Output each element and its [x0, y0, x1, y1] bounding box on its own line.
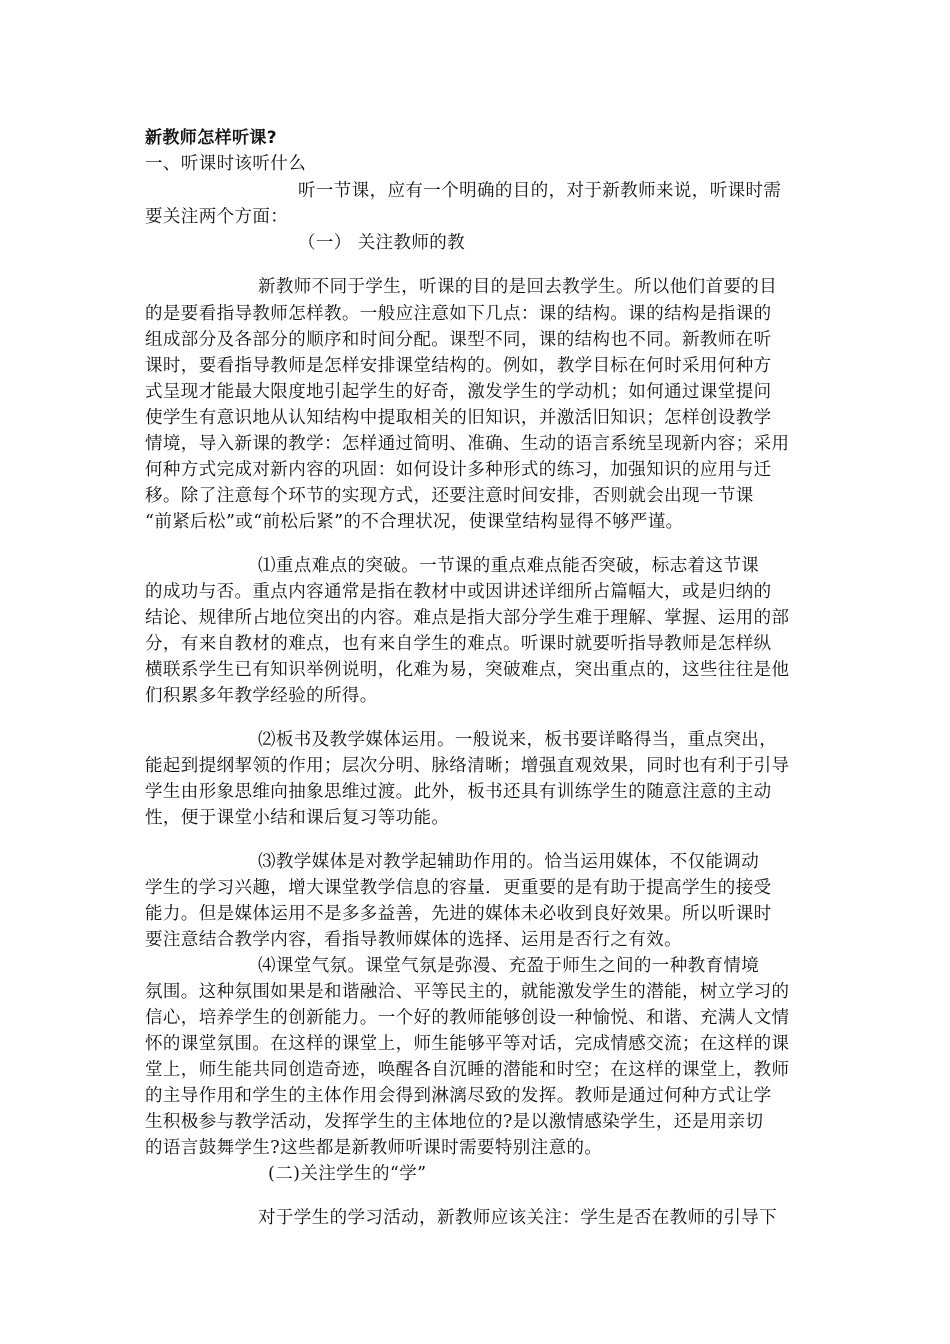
paragraph-line: ⑷课堂气氛。课堂气氛是弥漫、充盈于师生之间的一种教育情境 [258, 956, 760, 976]
paragraph-line: 移。除了注意每个环节的实现方式，还要注意时间安排，否则就会出现一节课 [145, 486, 754, 506]
paragraph-line: 们积累多年教学经验的所得。 [145, 686, 378, 706]
paragraph-line: 何种方式完成对新内容的巩固：如何设计多种形式的练习，加强知识的应用与迁 [145, 460, 772, 480]
paragraph-line: 的是要看指导教师怎样教。一般应注意如下几点：课的结构。课的结构是指课的 [145, 304, 772, 324]
paragraph-line: 横联系学生已有知识举例说明，化难为易，突破难点，突出重点的，这些往往是他 [145, 660, 790, 680]
paragraph-line: 情境，导入新课的教学：怎样通过简明、准确、生动的语言系统呈现新内容；采用 [145, 434, 790, 454]
paragraph-line: 的成功与否。重点内容通常是指在教材中或因讲述详细所占篇幅大，或是归纳的 [145, 582, 772, 602]
paragraph-line: ⑴重点难点的突破。一节课的重点难点能否突破，标志着这节课 [258, 556, 760, 576]
intro-line: 听一节课，应有一个明确的目的，对于新教师来说，听课时需 [298, 181, 782, 201]
paragraph-line: 新教师不同于学生，听课的目的是回去教学生。所以他们首要的目 [258, 277, 778, 297]
paragraph-line: 使学生有意识地从认知结构中提取相关的旧知识，并激活旧知识；怎样创设教学 [145, 408, 772, 428]
paragraph-line: 能力。但是媒体运用不是多多益善，先进的媒体未必收到良好效果。所以听课时 [145, 904, 772, 924]
paragraph-line: 要注意结合教学内容，看指导教师媒体的选择、运用是否行之有效。 [145, 930, 682, 950]
paragraph-line: 组成部分及各部分的顺序和时间分配。课型不同，课的结构也不同。新教师在听 [145, 330, 772, 350]
paragraph-line: 堂上，师生能共同创造奇迹，唤醒各自沉睡的潜能和时空；在这样的课堂上，教师 [145, 1060, 790, 1080]
intro-line: 要关注两个方面： [145, 207, 289, 227]
paragraph-line: ⑵板书及教学媒体运用。一般说来，板书要详略得当，重点突出， [258, 730, 778, 750]
paragraph-line: 性，便于课堂小结和课后复习等功能。 [145, 808, 450, 828]
subsection-heading: (二)关注学生的“学” [268, 1164, 427, 1184]
paragraph-line: 式呈现才能最大限度地引起学生的好奇，激发学生的学动机；如何通过课堂提问 [145, 382, 772, 402]
paragraph-line: 生积极参与教学活动，发挥学生的主体地位的?是以激情感染学生，还是用亲切 [145, 1112, 764, 1132]
paragraph-line: 信心，培养学生的创新能力。一个好的教师能够创设一种愉悦、和谐、充满人文情 [145, 1008, 790, 1028]
paragraph-line: 对于学生的学习活动，新教师应该关注：学生是否在教师的引导下 [258, 1208, 778, 1228]
subsection-heading: （一） 关注教师的教 [298, 233, 466, 253]
paragraph-line: 学生由形象思维向抽象思维过渡。此外，板书还具有训练学生的随意注意的主动 [145, 782, 772, 802]
paragraph-line: 的主导作用和学生的主体作用会得到淋漓尽致的发挥。教师是通过何种方式让学 [145, 1086, 772, 1106]
paragraph-line: 氛围。这种氛围如果是和谐融洽、平等民主的，就能激发学生的潜能，树立学习的 [145, 982, 790, 1002]
paragraph-line: 怀的课堂氛围。在这样的课堂上，师生能够平等对话，完成情感交流；在这样的课 [145, 1034, 790, 1054]
paragraph-line: ⑶教学媒体是对教学起辅助作用的。恰当运用媒体，不仅能调动 [258, 852, 760, 872]
paragraph-line: 结论、规律所占地位突出的内容。难点是指大部分学生难于理解、掌握、运用的部 [145, 608, 790, 628]
section-heading: 一、听课时该听什么 [145, 154, 307, 174]
paragraph-line: 能起到提纲挈领的作用；层次分明、脉络清晰；增强直观效果，同时也有利于引导 [145, 756, 790, 776]
paragraph-line: 学生的学习兴趣，增大课堂教学信息的容量．更重要的是有助于提高学生的接受 [145, 878, 772, 898]
paragraph-line: 的语言鼓舞学生?这些都是新教师听课时需要特别注意的。 [145, 1138, 603, 1158]
paragraph-line: 分，有来自教材的难点，也有来自学生的难点。听课时就要听指导教师是怎样纵 [145, 634, 772, 654]
paragraph-line: 课时，要看指导教师是怎样安排课堂结构的。例如，教学目标在何时采用何种方 [145, 356, 772, 376]
document-title: 新教师怎样听课? [145, 128, 278, 148]
paragraph-line: “前紧后松”或“前松后紧”的不合理状况，使课堂结构显得不够严谨。 [145, 512, 684, 532]
